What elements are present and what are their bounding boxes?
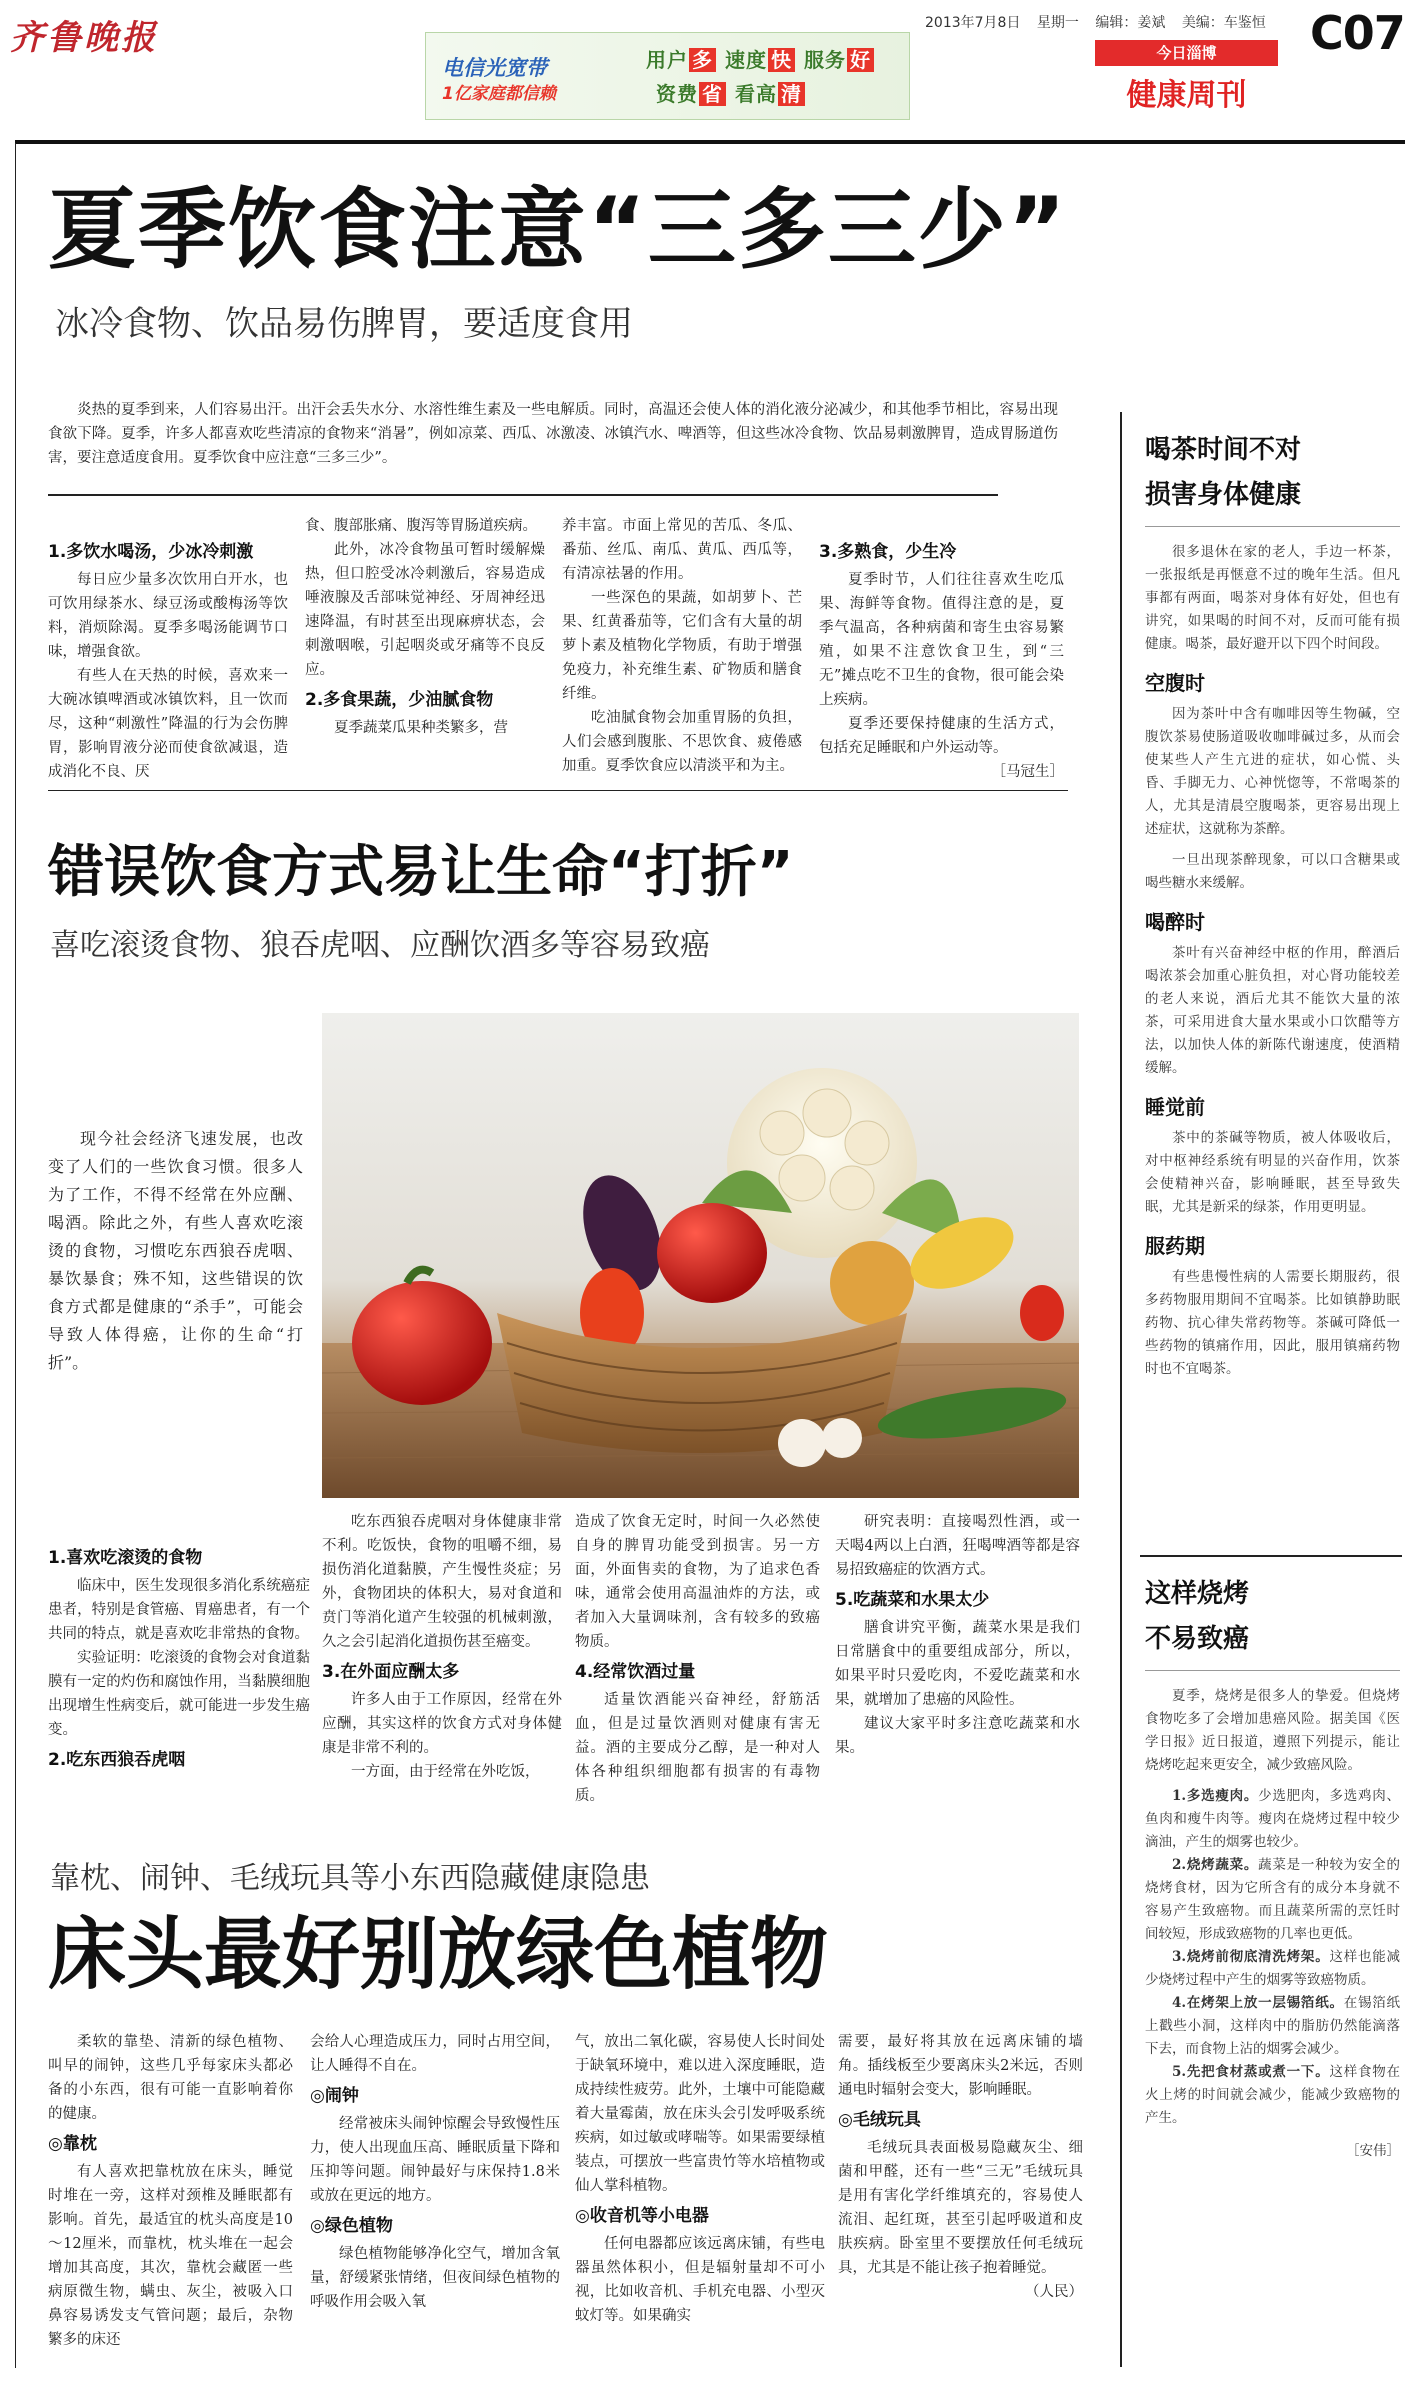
article1-end-rule <box>48 790 1068 791</box>
paragraph: 一旦出现茶醉现象，可以口含糖果或喝些糖水来缓解。 <box>1145 852 1400 891</box>
tip-paragraph <box>1145 1785 1400 1854</box>
sidebar-subheading: 喝醉时 <box>1145 910 1205 934</box>
paragraph: 有人喜欢把靠枕放在床头，睡觉时堆在一旁，这样对颈椎及睡眠都有影响。首先，最适宜的枕头高度是10～12厘米，而靠枕，枕头堆在一起会增加其高度，其次，靠枕会藏匿一些病原微生物，螨虫、灰尘，被吸入口鼻容易诱发支气管问题；最后，杂物繁多的床还 <box>48 2164 293 2348</box>
paragraph: 养丰富。市面上常见的苦瓜、冬瓜、番茄、丝瓜、南瓜、黄瓜、西瓜等，有清凉祛暑的作用。 <box>562 518 802 582</box>
editor-credit: 编辑：姜斌 <box>1095 15 1166 31</box>
article1-col4 <box>819 534 1064 784</box>
tip-text: 蔬菜是一种较为安全的烧烤食材，因为它所含有的成分本身就不容易产生致癌物。而且蔬菜所需的烹饪时间较短，形成致癌物的几率也更低。 <box>1145 1857 1400 1942</box>
article3-subtitle: 靠枕、闹钟、毛绒玩具等小东西隐藏健康隐患 <box>50 1861 650 1896</box>
section-subheading: ◎毛绒玩具 <box>838 2110 921 2130</box>
article2-intro <box>48 1125 303 1377</box>
paragraph: 夏季还要保持健康的生活方式，包括充足睡眠和户外运动等。 <box>819 716 1064 756</box>
paragraph: 一方面，由于经常在外吃饭， <box>351 1764 540 1780</box>
section-subheading: ◎闹钟 <box>310 2086 359 2106</box>
sidebar-tea-body <box>1145 541 1400 1381</box>
article3-col2 <box>310 2030 560 2314</box>
paragraph: 许多人由于工作原因，经常在外应酬，其实这样的饮食方式对身体健康是非常不利的。 <box>322 1692 562 1756</box>
sidebar-subheading: 服药期 <box>1145 1234 1205 1258</box>
byline: ［安伟］ <box>1346 2143 1400 2159</box>
paragraph: 吃油腻食物会加重胃肠的负担，人们会感到腹胀、不思饮食、疲倦感加重。夏季饮食应以清淡平和为主。 <box>562 710 802 774</box>
ad-slogan-text: 用户 <box>646 48 688 72</box>
article3-headline: 床头最好别放绿色植物 <box>48 1910 829 2000</box>
ad-slogan-text: 看高 <box>734 82 777 106</box>
article1-col1 <box>48 534 288 784</box>
article3-col3 <box>575 2030 825 2328</box>
paragraph: 经常被床头闹钟惊醒会导致慢性压力，使人出现血压高、睡眠质量下降和压抑等问题。闹钟最好与床保持1.8米或放在更远的地方。 <box>310 2116 560 2204</box>
issue-info <box>925 12 1266 32</box>
ad-slogan-highlight: 多 <box>689 48 716 72</box>
section-subheading: ◎绿色植物 <box>310 2216 393 2236</box>
ad-slogan-row2 <box>656 77 875 111</box>
paragraph: 夏季时节，人们往往喜欢生吃瓜果、海鲜等食物。值得注意的是，夏季气温高，各种病菌和寄生虫容易繁殖，如果不注意饮食卫生，到“三无”摊点吃不卫生的食物，很可能会染上疾病。 <box>819 572 1064 708</box>
article1-lead <box>48 398 1058 470</box>
sidebar-tea-title-line2: 损害身体健康 <box>1145 480 1302 510</box>
section-subheading: 2.吃东西狼吞虎咽 <box>48 1750 186 1770</box>
byline: （人民） <box>1025 2284 1083 2300</box>
article1-lead-rule <box>48 494 998 496</box>
telecom-ad-banner[interactable] <box>425 32 910 120</box>
paragraph: 茶叶有兴奋神经中枢的作用，醉酒后喝浓茶会加重心脏负担，对心肾功能较差的老人来说，酒后尤其不能饮大量的浓茶，可采用进食大量水果或小口饮醋等方法，以加快人体的新陈代谢速度，使酒精缓解。 <box>1145 945 1400 1076</box>
tip-paragraph <box>1145 1946 1400 1992</box>
article2-subtitle: 喜吃滚烫食物、狼吞虎咽、应酬饮酒多等容易致癌 <box>50 928 710 963</box>
ad-slogan <box>646 43 875 111</box>
ad-slogan-highlight: 好 <box>847 48 874 72</box>
ad-slogan-text: 服务 <box>803 48 846 72</box>
sidebar-bbq-title-line2: 不易致癌 <box>1145 1624 1250 1654</box>
paragraph: 每日应少量多次饮用白开水，也可饮用绿茶水、绿豆汤或酸梅汤等饮料，消烦除渴。夏季多喝汤能调节口味，增强食欲。 <box>48 572 288 660</box>
paragraph: 茶中的茶碱等物质，被人体吸收后，对中枢神经系统有明显的兴奋作用，饮茶会使精神兴奋，影响睡眠，甚至导致失眠，尤其是新采的绿茶，作用更明显。 <box>1145 1130 1400 1215</box>
section-subheading: ◎收音机等小电器 <box>575 2206 709 2226</box>
sidebar-bbq-body <box>1145 1685 1400 2163</box>
paragraph: 有些人在天热的时候，喜欢来一大碗冰镇啤酒或冰镇饮料，且一饮而尽，这种“刺激性”降温的行为会伤脾胃，影响胃液分泌而使食欲减退，造成消化不良、厌 <box>48 668 288 780</box>
article3-col1 <box>48 2030 293 2352</box>
paragraph: 此外，冰冷食物虽可暂时缓解燥热，但口腔受冰冷刺激后，容易造成唾液腺及舌部味觉神经、牙周神经迅速降温，有时甚至出现麻痹状态，会刺激咽喉，引起咽炎或牙痛等不良反应。 <box>305 542 545 678</box>
sidebar-tea-rule <box>1145 526 1400 527</box>
paragraph: 会给人心理造成压力，同时占用空间，让人睡得不自在。 <box>310 2034 560 2074</box>
designer-credit: 美编：车鉴恒 <box>1181 15 1266 31</box>
ad-slogan-highlight: 清 <box>778 82 805 106</box>
paragraph: 任何电器都应该远离床铺，有些电器虽然体积小，但是辐射量却不可小视，比如收音机、手机充电器、小型灭蚊灯等。如果确实 <box>575 2236 825 2324</box>
article1-subtitle: 冰冷食物、饮品易伤脾胃，要适度食用 <box>55 304 633 344</box>
paragraph: 有些患慢性病的人需要长期服药，很多药物服用期间不宜喝茶。比如镇静助眠药物、抗心律失常药物等。茶碱可降低一些药物的镇痛作用，因此，服用镇痛药物时也不宜喝茶。 <box>1145 1269 1400 1377</box>
article1-col2 <box>305 514 545 740</box>
article1-headline: 夏季饮食注意“三多三少” <box>48 178 1068 281</box>
tip-text: 在锡箔纸上戳些小洞，这样肉中的脂肪仍然能滴落下去，而食物上沾的烟雾会减少。 <box>1145 1995 1400 2057</box>
sidebar-bbq-title-line1: 这样烧烤 <box>1145 1579 1250 1609</box>
section-subheading: 4.经常饮酒过量 <box>575 1662 696 1682</box>
newspaper-logo: 齐鲁晚报 <box>10 18 158 58</box>
section-title: 健康周刊 <box>1126 78 1247 113</box>
article1-col3 <box>562 514 802 778</box>
tip-lead: 5.先把食材蒸或煮一下。 <box>1172 2064 1330 2080</box>
paragraph: 一些深色的果蔬，如胡萝卜、芒果、红黄番茄等，它们含有大量的胡萝卜素及植物化学物质，有助于增强免疫力，补充维生素、矿物质和膳食纤维。 <box>562 590 802 702</box>
article2-col3 <box>575 1510 820 1808</box>
paragraph: 吃东西狼吞虎咽对身体健康非常不利。吃饭快，食物的咀嚼不细，易损伤消化道黏膜，产生慢性炎症；另外，食物团块的体积大，易对食道和贲门等消化道产生较强的机械刺激，久之会引起消化道损伤甚至癌变。 <box>322 1514 562 1650</box>
paragraph: 柔软的靠垫、清新的绿色植物、叫早的闹钟，这些几乎每家床头都必备的小东西，很有可能一直影响着你的健康。 <box>48 2034 293 2122</box>
section-subheading: ◎靠枕 <box>48 2134 97 2154</box>
issue-date: 2013年7月8日 <box>925 15 1021 31</box>
paragraph: 适量饮酒能兴奋神经，舒筋活血，但是过量饮酒则对健康有害无益。酒的主要成分乙醇，是一种对人体各种组织细胞都有损害的有毒物质。 <box>575 1692 820 1804</box>
tip-text: 这样食物在火上烤的时间就会减少，能减少致癌物的产生。 <box>1145 2064 1401 2126</box>
paragraph: 毛绒玩具表面极易隐藏灰尘、细菌和甲醛，还有一些“三无”毛绒玩具是用有害化学纤维填充的，容易使人流泪、起红斑，甚至引起呼吸道和皮肤疾病。卧室里不要摆放任何毛绒玩具，尤其是不能让孩子抱着睡觉。 <box>838 2140 1083 2276</box>
tip-paragraph <box>1145 1854 1400 1946</box>
paragraph: 夏季蔬菜瓜果种类繁多，营 <box>334 720 508 736</box>
vegetable-basket-photo <box>322 1013 1079 1498</box>
tip-text: 少选肥肉，多选鸡肉、鱼肉和瘦牛肉等。瘦肉在烧烤过程中较少滴油，产生的烟雾也较少。 <box>1145 1788 1400 1850</box>
article2-intro-text: 现今社会经济飞速发展，也改变了人们的一些饮食习惯。很多人为了工作，不得不经常在外应酬、喝酒。除此之外，有些人喜欢吃滚烫的食物，习惯吃东西狼吞虎咽、暴饮暴食；殊不知，这些错误的饮食方式都是健康的“杀手”，可能会导致人体得癌，让你的生命“打折”。 <box>48 1129 303 1372</box>
ad-slogan-text: 资费 <box>656 82 698 106</box>
ad-brand <box>442 55 556 107</box>
section-bar: 今日淄博 <box>1095 40 1278 66</box>
ad-brand-line1: 电信光宽带 <box>442 56 547 80</box>
paragraph: 很多退休在家的老人，手边一杯茶，一张报纸是再惬意不过的晚年生活。但凡事都有两面，喝茶对身体有好处，但也有讲究，如果喝的时间不对，反而可能有损健康。喝茶，最好避开以下四个时间段。 <box>1145 544 1400 652</box>
tip-paragraph <box>1145 2061 1400 2130</box>
ad-slogan-highlight: 快 <box>768 48 795 72</box>
tip-lead: 2.烧烤蔬菜。 <box>1172 1857 1259 1873</box>
paragraph: 建议大家平时多注意吃蔬菜和水果。 <box>835 1716 1080 1756</box>
page-number: C07 <box>1310 6 1405 60</box>
section-subheading: 3.在外面应酬太多 <box>322 1662 460 1682</box>
sidebar-tea-title-line1: 喝茶时间不对 <box>1145 435 1302 465</box>
issue-weekday: 星期一 <box>1036 15 1079 31</box>
tip-paragraph <box>1145 1992 1400 2061</box>
paragraph: 食、腹部胀痛、腹泻等胃肠道疾病。 <box>305 518 537 534</box>
tip-lead: 4.在烤架上放一层锡箔纸。 <box>1172 1995 1344 2011</box>
article2-col1 <box>48 1540 310 1776</box>
paragraph: 夏季，烧烤是很多人的挚爱。但烧烤食物吃多了会增加患癌风险。据美国《医学日报》近日报道，遵照下列提示，能让烧烤吃起来更安全，减少致癌风险。 <box>1145 1688 1400 1773</box>
paragraph: 需要，最好将其放在远离床铺的墙角。插线板至少要离床头2米远，否则通电时辐射会变大，影响睡眠。 <box>838 2034 1083 2098</box>
ad-slogan-highlight: 省 <box>699 82 726 106</box>
sidebar-bbq <box>1145 1572 1400 2163</box>
article2-headline: 错误饮食方式易让生命“打折” <box>48 840 794 905</box>
article1-lead-text: 炎热的夏季到来，人们容易出汗。出汗会丢失水分、水溶性维生素及一些电解质。同时，高温还会使人体的消化液分泌减少，和其他季节相比，容易出现食欲下降。夏季，许多人都喜欢吃些清凉的食物来“消暑”，例如凉菜、西瓜、冰激凌、冰镇汽水、啤酒等，但这些冰冷食物、饮品易刺激脾胃，造成胃肠道伤害，要注意适度食用。夏季饮食中应注意“三多三少”。 <box>48 402 1058 466</box>
article2-col4 <box>835 1510 1080 1760</box>
vegetable-basket-illustration <box>322 1013 1079 1498</box>
tip-text: 这样也能减少烧烤过程中产生的烟雾等致癌物质。 <box>1145 1949 1401 1988</box>
section-subheading: 3.多熟食，少生冷 <box>819 542 957 562</box>
section-subheading: 2.多食果蔬，少油腻食物 <box>305 690 494 710</box>
paragraph: 因为茶叶中含有咖啡因等生物碱，空腹饮茶易使肠道吸收咖啡碱过多，从而会使某些人产生亢进的症状，如心慌、头昏、手脚无力、心神恍惚等，不常喝茶的人，尤其是清晨空腹喝茶，更容易出现上述症状，这就称为茶醉。 <box>1145 706 1400 837</box>
tip-lead: 3.烧烤前彻底清洗烤架。 <box>1172 1949 1330 1965</box>
paragraph: 研究表明：直接喝烈性酒，或一天喝4两以上白酒，狂喝啤酒等都是容易招致癌症的饮酒方式。 <box>835 1514 1080 1578</box>
article2-col2 <box>322 1510 562 1784</box>
paragraph: 绿色植物能够净化空气，增加含氧量，舒缓紧张情绪，但夜间绿色植物的呼吸作用会吸入氧 <box>310 2246 560 2310</box>
sidebar-bbq-rule <box>1145 1670 1400 1671</box>
byline: ［马冠生］ <box>991 764 1064 780</box>
sidebar-subheading: 睡觉前 <box>1145 1095 1205 1119</box>
section-subheading: 1.喜欢吃滚烫的食物 <box>48 1548 203 1568</box>
sidebar-tea <box>1145 428 1400 1389</box>
paragraph: 气，放出二氧化碳，容易使人长时间处于缺氧环境中，难以进入深度睡眠，造成持续性疲劳。此外，土壤中可能隐藏着大量霉菌，放在床头会引发呼吸系统疾病，如过敏或哮喘等。如果需要绿植装点，可摆放一些富贵竹等水培植物或仙人掌科植物。 <box>575 2034 825 2194</box>
sidebar-subheading: 空腹时 <box>1145 671 1205 695</box>
sidebar-section-rule <box>1140 1555 1402 1557</box>
paragraph: 临床中，医生发现很多消化系统癌症患者，特别是食管癌、胃癌患者，有一个共同的特点，就是喜欢吃非常热的食物。 <box>48 1578 310 1642</box>
article3-col4 <box>838 2030 1083 2304</box>
section-subheading: 5.吃蔬菜和水果太少 <box>835 1590 990 1610</box>
ad-brand-line2: 1亿家庭都信赖 <box>442 84 556 104</box>
ad-slogan-text: 速度 <box>724 48 767 72</box>
section-subheading: 1.多饮水喝汤，少冰冷刺激 <box>48 542 254 562</box>
paragraph: 膳食讲究平衡，蔬菜水果是我们日常膳食中的重要组成部分，所以，如果平时只爱吃肉，不爱吃蔬菜和水果，就增加了患癌的风险性。 <box>835 1620 1080 1708</box>
ad-slogan-row1 <box>646 43 875 77</box>
paragraph: 造成了饮食无定时，时间一久必然使自身的脾胃功能受到损害。另一方面，外面售卖的食物，为了追求色香味，通常会使用高温油炸的方法，或者加入大量调味剂，含有较多的致癌物质。 <box>575 1514 820 1650</box>
tip-lead: 1.多选瘦肉。 <box>1172 1788 1259 1804</box>
paragraph: 实验证明：吃滚烫的食物会对食道黏膜有一定的灼伤和腐蚀作用，当黏膜细胞出现增生性病变后，就可能进一步发生癌变。 <box>48 1650 310 1738</box>
